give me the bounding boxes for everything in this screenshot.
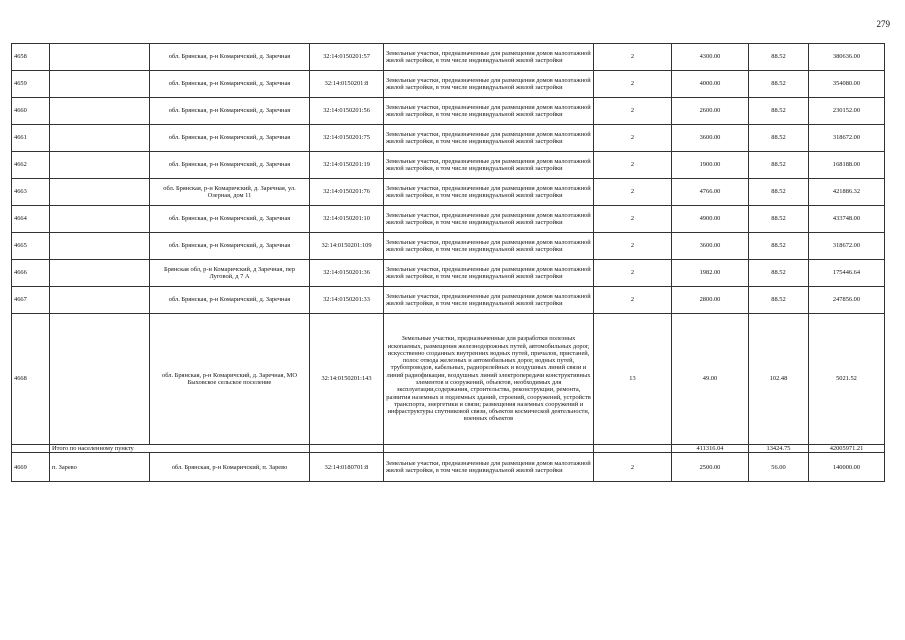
row-address: обл. Брянская, р-н Комаричский, п. Зарево [150, 453, 310, 482]
row-value: 318672.00 [809, 125, 885, 152]
row-cadastral-number: 32:14:0150201:57 [310, 44, 384, 71]
row-value: 354080.00 [809, 71, 885, 98]
table-row [12, 260, 885, 287]
row-rate: 88.52 [749, 71, 809, 98]
row-value: 230152.00 [809, 98, 885, 125]
row-area: 4000.00 [672, 71, 749, 98]
row-rate: 88.52 [749, 179, 809, 206]
row-area: 4766.00 [672, 179, 749, 206]
row-area: 2600.00 [672, 98, 749, 125]
empty-cell [50, 314, 150, 445]
row-value: 175446.64 [809, 260, 885, 287]
row-number: 4662 [12, 152, 50, 179]
row-group: 13 [594, 314, 672, 445]
total-row [12, 445, 885, 453]
row-rate: 88.52 [749, 260, 809, 287]
row-purpose: Земельные участки, предназначенные для размещения домов малоэтажной жилой застройки, в том числе индивидуальной жилой застройки [384, 71, 594, 98]
table-row [12, 152, 885, 179]
row-purpose: Земельные участки, предназначенные для размещения домов малоэтажной жилой застройки, в том числе индивидуальной жилой застройки [384, 260, 594, 287]
row-area: 2500.00 [672, 453, 749, 482]
row-purpose: Земельные участки, предназначенные для размещения домов малоэтажной жилой застройки, в том числе индивидуальной жилой застройки [384, 206, 594, 233]
empty-cell [384, 445, 594, 453]
page-number: 279 [876, 19, 890, 29]
row-address: обл. Брянская, р-н Комаричский, д. Заречная [150, 44, 310, 71]
row-purpose: Земельные участки, предназначенные для разработки полезных ископаемых, размещения железнодорожных путей, автомобильных дорог, искусственно созданных внутренних водных путей, причалов, пристаней, полос отвода железных и автомобильных дорог, водных путей, трубопроводов, кабельных, радиорелейных и воздушных линий связи и линий радиофикации, воздушных линий электропередачи конструктивных элементов и сооружений, объектов, необходимых для эксплуатации,содержания, строительства, реконструкции, ремонта, развития наземных и подземных зданий, строений, сооружений, устройств транспорта, энергетики и связи; размещения наземных сооружений и инфраструктуры спутниковой связи, объектов космической деятельности, военных объектов [384, 314, 594, 445]
row-rate: 88.52 [749, 44, 809, 71]
land-registry-table [11, 43, 885, 482]
row-area: 4300.00 [672, 44, 749, 71]
table-row [12, 453, 885, 482]
row-purpose: Земельные участки, предназначенные для размещения домов малоэтажной жилой застройки, в том числе индивидуальной жилой застройки [384, 233, 594, 260]
row-rate: 88.52 [749, 98, 809, 125]
empty-cell [594, 445, 672, 453]
row-cadastral-number: 32:14:0150201:76 [310, 179, 384, 206]
row-area: 49.00 [672, 314, 749, 445]
row-value: 5021.52 [809, 314, 885, 445]
empty-cell [50, 233, 150, 260]
row-group: 2 [594, 152, 672, 179]
table-row [12, 98, 885, 125]
row-number: 4669 [12, 453, 50, 482]
row-address: обл. Брянская, р-н Комаричский, д. Заречная, ул. Озерная, дом 11 [150, 179, 310, 206]
row-value: 318672.00 [809, 233, 885, 260]
row-group: 2 [594, 287, 672, 314]
row-cadastral-number: 32:14:0150201:33 [310, 287, 384, 314]
row-address: обл. Брянская, р-н Комаричский, д. Заречная [150, 206, 310, 233]
row-cadastral-number: 32:14:0150201:19 [310, 152, 384, 179]
row-number: 4660 [12, 98, 50, 125]
row-cadastral-number: 32:14:0150201:8 [310, 71, 384, 98]
row-purpose: Земельные участки, предназначенные для размещения домов малоэтажной жилой застройки, в том числе индивидуальной жилой застройки [384, 287, 594, 314]
row-number: 4666 [12, 260, 50, 287]
empty-cell [50, 98, 150, 125]
row-value: 433748.00 [809, 206, 885, 233]
row-rate: 88.52 [749, 152, 809, 179]
row-group: 2 [594, 125, 672, 152]
row-value: 168188.00 [809, 152, 885, 179]
row-address: Брянская обл, р-н Комаричский, д Заречная, пер Луговой, д 7 А [150, 260, 310, 287]
section-label: п. Зарево [50, 453, 150, 482]
row-cadastral-number: 32:14:0150201:56 [310, 98, 384, 125]
row-group: 2 [594, 453, 672, 482]
table-row [12, 71, 885, 98]
row-value: 380636.00 [809, 44, 885, 71]
table-row [12, 44, 885, 71]
row-number: 4665 [12, 233, 50, 260]
row-value: 140000.00 [809, 453, 885, 482]
row-number: 4664 [12, 206, 50, 233]
empty-cell [50, 71, 150, 98]
row-number: 4667 [12, 287, 50, 314]
row-cadastral-number: 32:14:0150201:143 [310, 314, 384, 445]
row-number: 4659 [12, 71, 50, 98]
row-number: 4668 [12, 314, 50, 445]
row-cadastral-number: 32:14:0150201:36 [310, 260, 384, 287]
row-address: обл. Брянская, р-н Комаричский, д. Заречная [150, 287, 310, 314]
row-rate: 88.52 [749, 125, 809, 152]
row-number: 4661 [12, 125, 50, 152]
row-cadastral-number: 32:14:0180701:8 [310, 453, 384, 482]
table-row [12, 179, 885, 206]
row-area: 1982.00 [672, 260, 749, 287]
row-purpose: Земельные участки, предназначенные для размещения домов малоэтажной жилой застройки, в том числе индивидуальной жилой застройки [384, 44, 594, 71]
row-rate: 88.52 [749, 233, 809, 260]
row-group: 2 [594, 206, 672, 233]
row-group: 2 [594, 44, 672, 71]
row-number: 4658 [12, 44, 50, 71]
table-row [12, 206, 885, 233]
row-purpose: Земельные участки, предназначенные для размещения домов малоэтажной жилой застройки, в том числе индивидуальной жилой застройки [384, 179, 594, 206]
row-value: 421886.32 [809, 179, 885, 206]
row-address: обл. Брянская, р-н Комаричский, д. Заречная [150, 71, 310, 98]
row-address: обл. Брянская, р-н Комаричский, д. Заречная [150, 98, 310, 125]
row-rate: 56.00 [749, 453, 809, 482]
row-group: 2 [594, 260, 672, 287]
row-area: 4900.00 [672, 206, 749, 233]
empty-cell [50, 152, 150, 179]
row-rate: 88.52 [749, 287, 809, 314]
row-address: обл. Брянская, р-н Комаричский, д. Заречная [150, 152, 310, 179]
empty-cell [50, 125, 150, 152]
row-group: 2 [594, 233, 672, 260]
row-cadastral-number: 32:14:0150201:109 [310, 233, 384, 260]
empty-cell [50, 260, 150, 287]
row-cadastral-number: 32:14:0150201:75 [310, 125, 384, 152]
row-address: обл. Брянская, р-н Комаричский, д. Заречная [150, 233, 310, 260]
total-value: 42005971.21 [809, 445, 885, 453]
row-group: 2 [594, 179, 672, 206]
row-purpose: Земельные участки, предназначенные для размещения домов малоэтажной жилой застройки, в том числе индивидуальной жилой застройки [384, 152, 594, 179]
empty-cell [50, 179, 150, 206]
empty-cell [50, 206, 150, 233]
empty-cell [50, 44, 150, 71]
registry-rows [12, 44, 885, 482]
total-area: 411316.04 [672, 445, 749, 453]
total-rate: 13424.75 [749, 445, 809, 453]
row-number: 4663 [12, 179, 50, 206]
row-area: 2800.00 [672, 287, 749, 314]
row-rate: 88.52 [749, 206, 809, 233]
row-purpose: Земельные участки, предназначенные для размещения домов малоэтажной жилой застройки, в том числе индивидуальной жилой застройки [384, 125, 594, 152]
row-purpose: Земельные участки, предназначенные для размещения домов малоэтажной жилой застройки, в том числе индивидуальной жилой застройки [384, 98, 594, 125]
row-cadastral-number: 32:14:0150201:10 [310, 206, 384, 233]
row-purpose: Земельные участки, предназначенные для размещения домов малоэтажной жилой застройки, в том числе индивидуальной жилой застройки [384, 453, 594, 482]
table-row [12, 314, 885, 445]
row-address: обл. Брянская, р-н Комаричский, д. Заречная [150, 125, 310, 152]
row-group: 2 [594, 71, 672, 98]
empty-cell [50, 287, 150, 314]
row-group: 2 [594, 98, 672, 125]
total-label: Итого по населенному пункту [50, 445, 310, 453]
row-area: 3600.00 [672, 125, 749, 152]
row-rate: 102.48 [749, 314, 809, 445]
row-value: 247856.00 [809, 287, 885, 314]
row-area: 3600.00 [672, 233, 749, 260]
row-address: обл. Брянская, р-н Комаричский, д. Заречная, МО Быховское сельское поселение [150, 314, 310, 445]
table-row [12, 233, 885, 260]
table-row [12, 287, 885, 314]
empty-cell [310, 445, 384, 453]
row-area: 1900.00 [672, 152, 749, 179]
table-row [12, 125, 885, 152]
empty-cell [12, 445, 50, 453]
